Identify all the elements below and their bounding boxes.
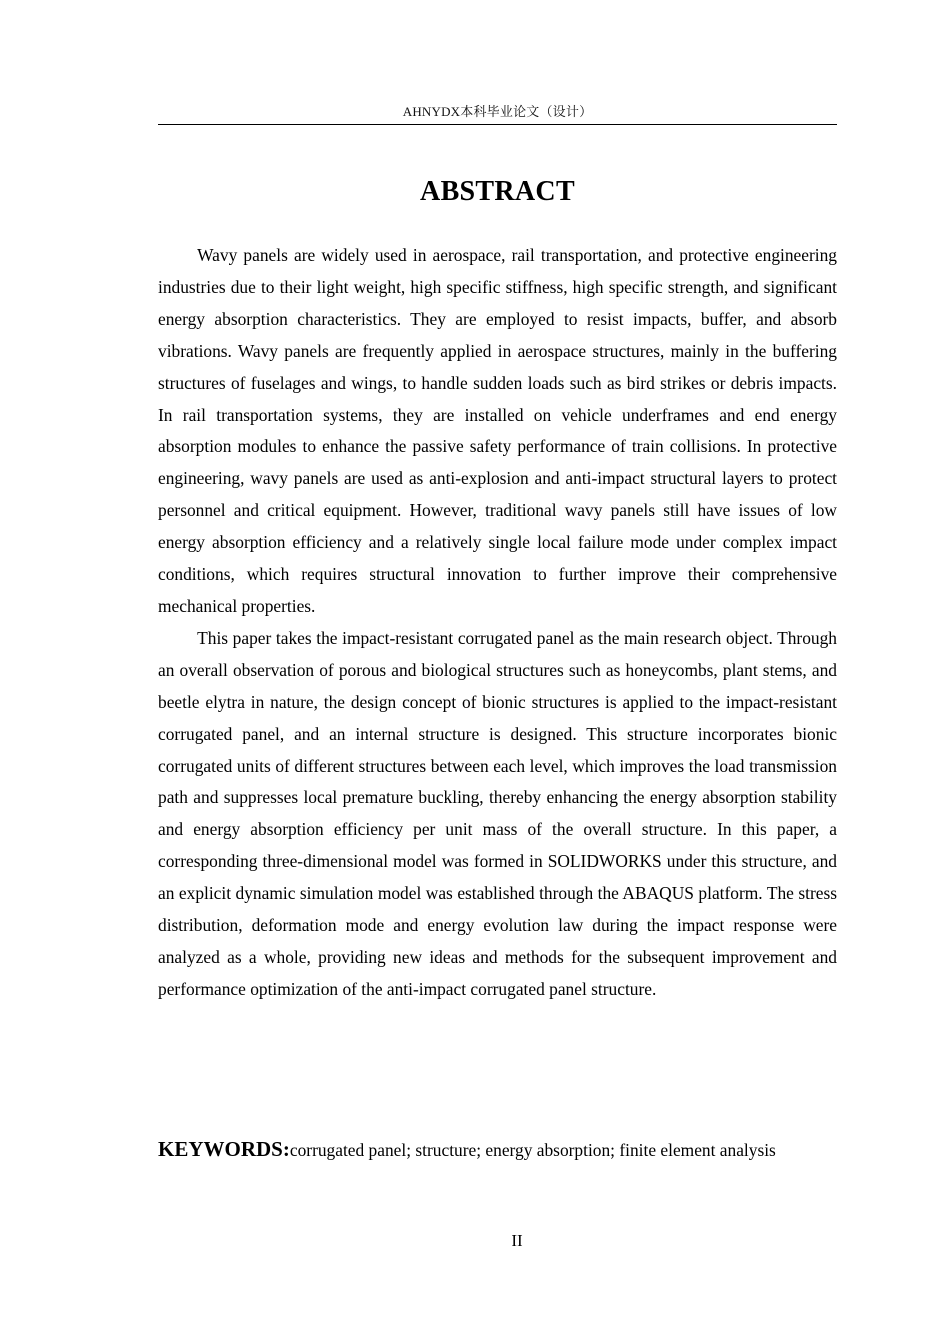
keywords-label: KEYWORDS: — [158, 1137, 290, 1161]
keywords-line — [158, 1134, 858, 1165]
keywords-text: corrugated panel; structure; energy absorption; finite element analysis — [289, 1140, 776, 1160]
abstract-paragraph-1: Wavy panels are widely used in aerospace, rail transportation, and protective engineering industries due to their light weight, high specific stiffness, high specific strength, and significant energy absorption characteristics. They are employed to resist impacts, buffer, and absorb vibrations. Wavy panels are frequently applied in aerospace structures, mainly in the buffering structures of fuselages and wings, to handle sudden loads such as bird strikes or debris impacts. In rail transportation systems, they are installed on vehicle underframes and end energy absorption modules to enhance the passive safety performance of train collisions. In protective engineering, wavy panels are used as anti-explosion and anti-impact structural layers to protect personnel and critical equipment. However, traditional wavy panels still have issues of low energy absorption efficiency and a relatively single local failure mode under complex impact conditions, which requires structural innovation to further improve their comprehensive mechanical properties. — [158, 245, 837, 616]
page-number: II — [511, 1231, 523, 1250]
running-header: AHNYDX本科毕业论文（设计） — [402, 104, 593, 119]
abstract-body — [158, 240, 837, 1006]
header-divider — [158, 124, 837, 125]
abstract-paragraph-2: This paper takes the impact-resistant corrugated panel as the main research object. Through an overall observation of porous and biological structures such as honeycombs, plant stems, and beetle elytra in nature, the design concept of bionic structures is applied to the impact-resistant corrugated panel, and an internal structure is designed. This structure incorporates bionic corrugated units of different structures between each level, which improves the load transmission path and suppresses local premature buckling, thereby enhancing the energy absorption stability and energy absorption efficiency per unit mass of the overall structure. In this paper, a corresponding three-dimensional model was formed in SOLIDWORKS under this structure, and an explicit dynamic simulation model was established through the ABAQUS platform. The stress distribution, deformation mode and energy evolution law during the impact response were analyzed as a whole, providing new ideas and methods for the subsequent improvement and performance optimization of the anti-impact corrugated panel structure. — [158, 627, 837, 999]
abstract-title: ABSTRACT — [420, 176, 575, 207]
